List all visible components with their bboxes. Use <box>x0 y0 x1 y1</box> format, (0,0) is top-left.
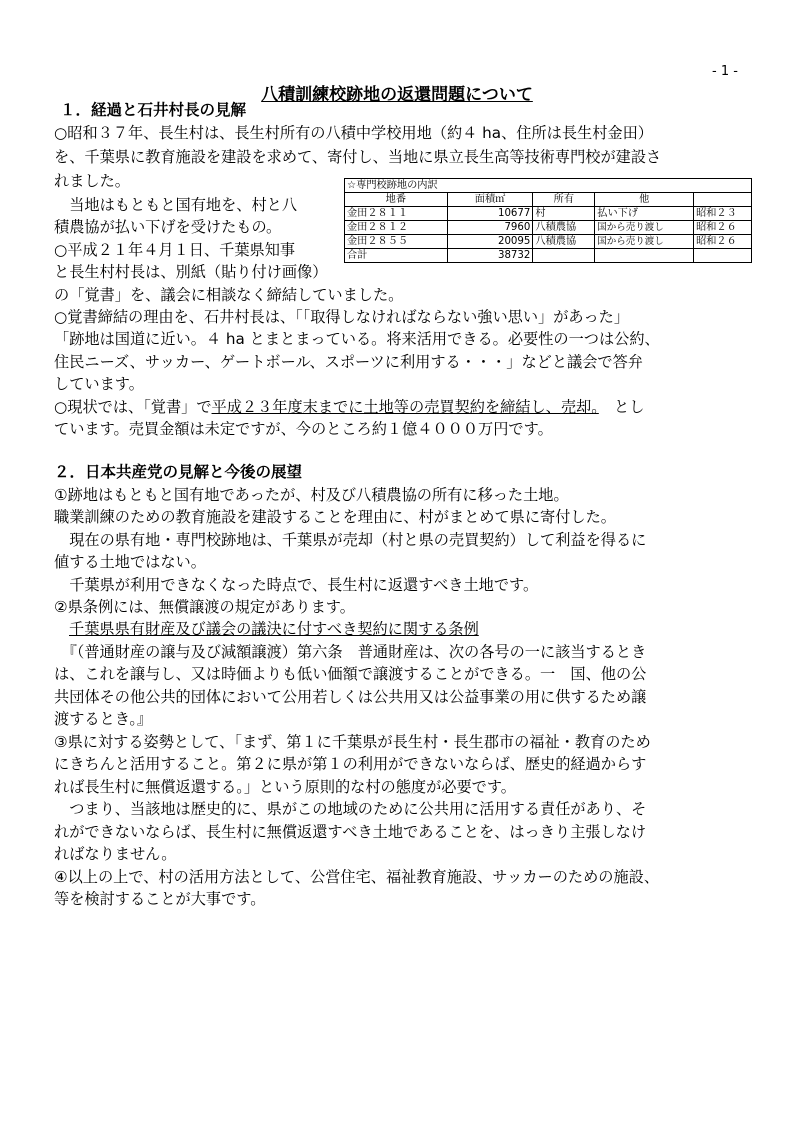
section1-line: しています。 <box>54 375 144 393</box>
section2-line: ④以上の上で、村の活用方法として、公営住宅、福祉教育施設、サッカーのための施設、 <box>54 868 660 886</box>
table-cell: 八積農協 <box>533 221 595 235</box>
table-header: 地番 <box>345 193 448 207</box>
table-cell: 7960 <box>447 221 533 235</box>
table-header: 他 <box>595 193 694 207</box>
section1-line: ○昭和３７年、長生村は、長生村所有の八積中学校用地（約４ ha、住所は長生村金田） <box>54 124 653 142</box>
section2-line: 渡するとき。』 <box>54 710 153 728</box>
status-line-2: ています。売買金額は未定ですが、今のところ約１億４０００万円です。 <box>54 420 553 438</box>
section1-line: の「覚書」を、議会に相談なく締結していました。 <box>54 286 404 304</box>
section2-line: ればなりません。 <box>54 845 177 863</box>
section1-line: 「跡地は国道に近い。４ ha とまとまっている。将来活用できる。必要性の一つは公約、 <box>54 330 660 348</box>
section1-line: ○平成２１年４月１日、千葉県知事 <box>54 241 296 259</box>
table-row <box>345 235 752 249</box>
table-header: 面積㎡ <box>447 193 533 207</box>
section2-line: は、これを譲与し、又は時価よりも低い価額で譲渡することができる。一 国、他の公 <box>54 665 647 683</box>
table-cell: 村 <box>533 207 595 221</box>
section2-line: 職業訓練のための教育施設を建設することを理由に、村がまとめて県に寄付した。 <box>54 508 616 526</box>
section1-line: を、千葉県に教育施設を建設を求めて、寄付し、当地に県立長生高等技術専門校が建設さ <box>54 148 662 166</box>
table-caption: ☆専門校跡地の内訳 <box>345 179 752 193</box>
table-cell: 昭和２３ <box>694 207 752 221</box>
table-cell <box>595 249 694 263</box>
status-suffix: とし <box>598 398 645 416</box>
status-prefix: ○現状では、「覚書」で <box>54 398 212 416</box>
section2-line: 『（普通財産の譲与及び減額譲渡）第六条 普通財産は、次の各号の一に該当するとき <box>54 643 647 661</box>
table-cell: 金田２８１１ <box>345 207 448 221</box>
table-header <box>694 193 752 207</box>
status-line <box>54 396 644 418</box>
table-cell: 国から売り渡し <box>595 235 694 249</box>
section2-line: にきちんと活用すること。第２に県が第１の利用ができないならば、歴史的経過からす <box>54 755 647 773</box>
section2-line: 共団体その他公共的団体において公用若しくは公共用又は公益事業の用に供するため譲 <box>54 688 647 706</box>
section2-line: 等を検討することが大事です。 <box>54 890 266 908</box>
table-header-row <box>345 193 752 207</box>
page-number: - 1 - <box>712 64 738 79</box>
table-cell <box>533 249 595 263</box>
section1-line: ○覚書締結の理由を、石井村長は、「「取得しなければならない強い思い」があった」 <box>54 308 630 326</box>
section1-line: と長生村村長は、別紙（貼り付け画像） <box>54 263 328 281</box>
table-cell: 昭和２６ <box>694 221 752 235</box>
section2-line: ③県に対する姿勢として、「まず、第１に千葉県が長生村・長生郡市の福祉・教育のため <box>54 733 651 751</box>
table-cell: 国から売り渡し <box>595 221 694 235</box>
table-cell: 八積農協 <box>533 235 595 249</box>
table-row <box>345 221 752 235</box>
page-title-text: 八積訓練校跡地の返還問題について <box>261 85 533 105</box>
table-cell: 昭和２６ <box>694 235 752 249</box>
table-cell: 払い下げ <box>595 207 694 221</box>
section2-line: れば長生村に無償返還する。」という原則的な村の態度が必要です。 <box>54 778 516 796</box>
section1-line: れました。 <box>54 172 130 190</box>
section1-line: 積農協が払い下げを受けたもの。 <box>54 218 282 236</box>
section1-line: 住民ニーズ、サッカー、ゲートボール、スポーツに利用する・・・」などと議会で答弁 <box>54 353 643 371</box>
table-cell: 金田２８５５ <box>345 235 448 249</box>
section2-line: 千葉県が利用できなくなった時点で、長生村に返還すべき土地です。 <box>54 576 539 594</box>
table-header: 所有 <box>533 193 595 207</box>
table-total-row <box>345 249 752 263</box>
section2-line: 現在の県有地・専門校跡地は、千葉県が売却（村と県の売買契約）して利益を得るに <box>54 531 647 549</box>
section2-line: ②県条例には、無償譲渡の規定があります。 <box>54 598 355 616</box>
section2-heading: ２．日本共産党の見解と今後の展望 <box>54 463 303 481</box>
ordinance-title <box>69 618 479 640</box>
status-underlined: 平成２３年度末までに土地等の売買契約を締結し、売却。 <box>211 398 599 416</box>
table-cell: 金田２８１２ <box>345 221 448 235</box>
table-cell: 38732 <box>447 249 533 263</box>
section1-line: 当地はもともと国有地を、村と八 <box>54 196 297 214</box>
ordinance-title-text: 千葉県県有財産及び議会の議決に付すべき契約に関する条例 <box>69 620 479 638</box>
table-cell: 20095 <box>447 235 533 249</box>
table-cell: 合計 <box>345 249 448 263</box>
section1-heading: １．経過と石井村長の見解 <box>60 101 247 119</box>
section2-line: れができないならば、長生村に無償返還すべき土地であることを、はっきり主張しなけ <box>54 823 647 841</box>
table-cell: 10677 <box>447 207 533 221</box>
section2-line: つまり、当該地は歴史的に、県がこの地域のために公共用に活用する責任があり、そ <box>54 800 647 818</box>
section2-line: 値する土地ではない。 <box>54 553 206 571</box>
land-breakdown-table <box>344 178 752 263</box>
table-cell <box>694 249 752 263</box>
section2-line: ①跡地はもともと国有地であったが、村及び八積農協の所有に移った土地。 <box>54 486 569 504</box>
table-row <box>345 207 752 221</box>
